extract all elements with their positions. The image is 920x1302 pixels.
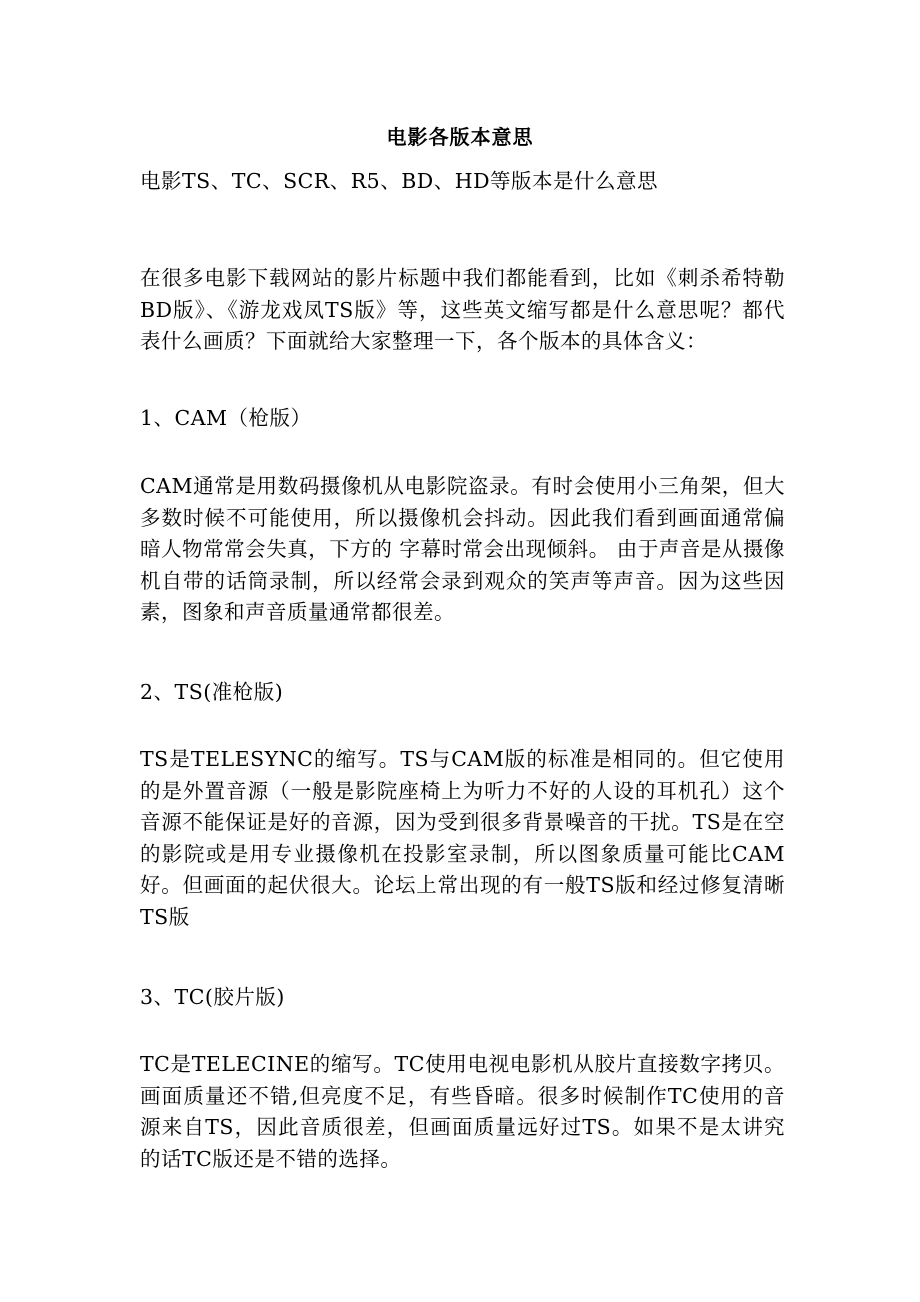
section-heading-tc: 3、TC(胶片版)	[140, 985, 285, 1009]
section-body-cam: CAM通常是用数码摄像机从电影院盗录。有时会使用小三角架，但大多数时候不可能使用，所以摄像机会抖动。因此我们看到画面通常偏暗人物常常会失真，下方的 字幕时常会出现倾斜。 由于声音是从摄像机自带的话筒录制，所以经常会录到观众的笑声等声音。因为这些因素，图象和声音质量通常都很差。	[140, 474, 785, 624]
section-body-tc: TC是TELECINE的缩写。TC使用电视电影机从胶片直接数字拷贝。画面质量还不错,但亮度不足，有些昏暗。很多时候制作TC使用的音源来自TS，因此音质很差，但画面质量远好过TS。如果不是太讲究的话TC版还是不错的选择。	[140, 1052, 785, 1171]
section-body-ts: TS是TELESYNC的缩写。TS与CAM版的标准是相同的。但它使用的是外置音源（一般是影院座椅上为听力不好的人设的耳机孔）这个音源不能保证是好的音源，因为受到很多背景噪音的干扰。TS是在空的影院或是用专业摄像机在投影室录制，所以图象质量可能比CAM好。但画面的起伏很大。论坛上常出现的有一般TS版和经过修复清晰TS版	[140, 747, 785, 929]
section-heading-cam: 1、CAM（枪版）	[140, 406, 312, 430]
document-title: 电影各版本意思	[386, 125, 534, 149]
section-heading-ts: 2、TS(准枪版)	[140, 680, 284, 704]
document-subtitle: 电影TS、TC、SCR、R5、BD、HD等版本是什么意思	[140, 169, 659, 193]
intro-paragraph: 在很多电影下载网站的影片标题中我们都能看到，比如《刺杀希特勒BD版》、《游龙戏凤TS版》等，这些英文缩写都是什么意思呢？都代表什么画质？下面就给大家整理一下，各个版本的具体含义：	[140, 266, 785, 353]
